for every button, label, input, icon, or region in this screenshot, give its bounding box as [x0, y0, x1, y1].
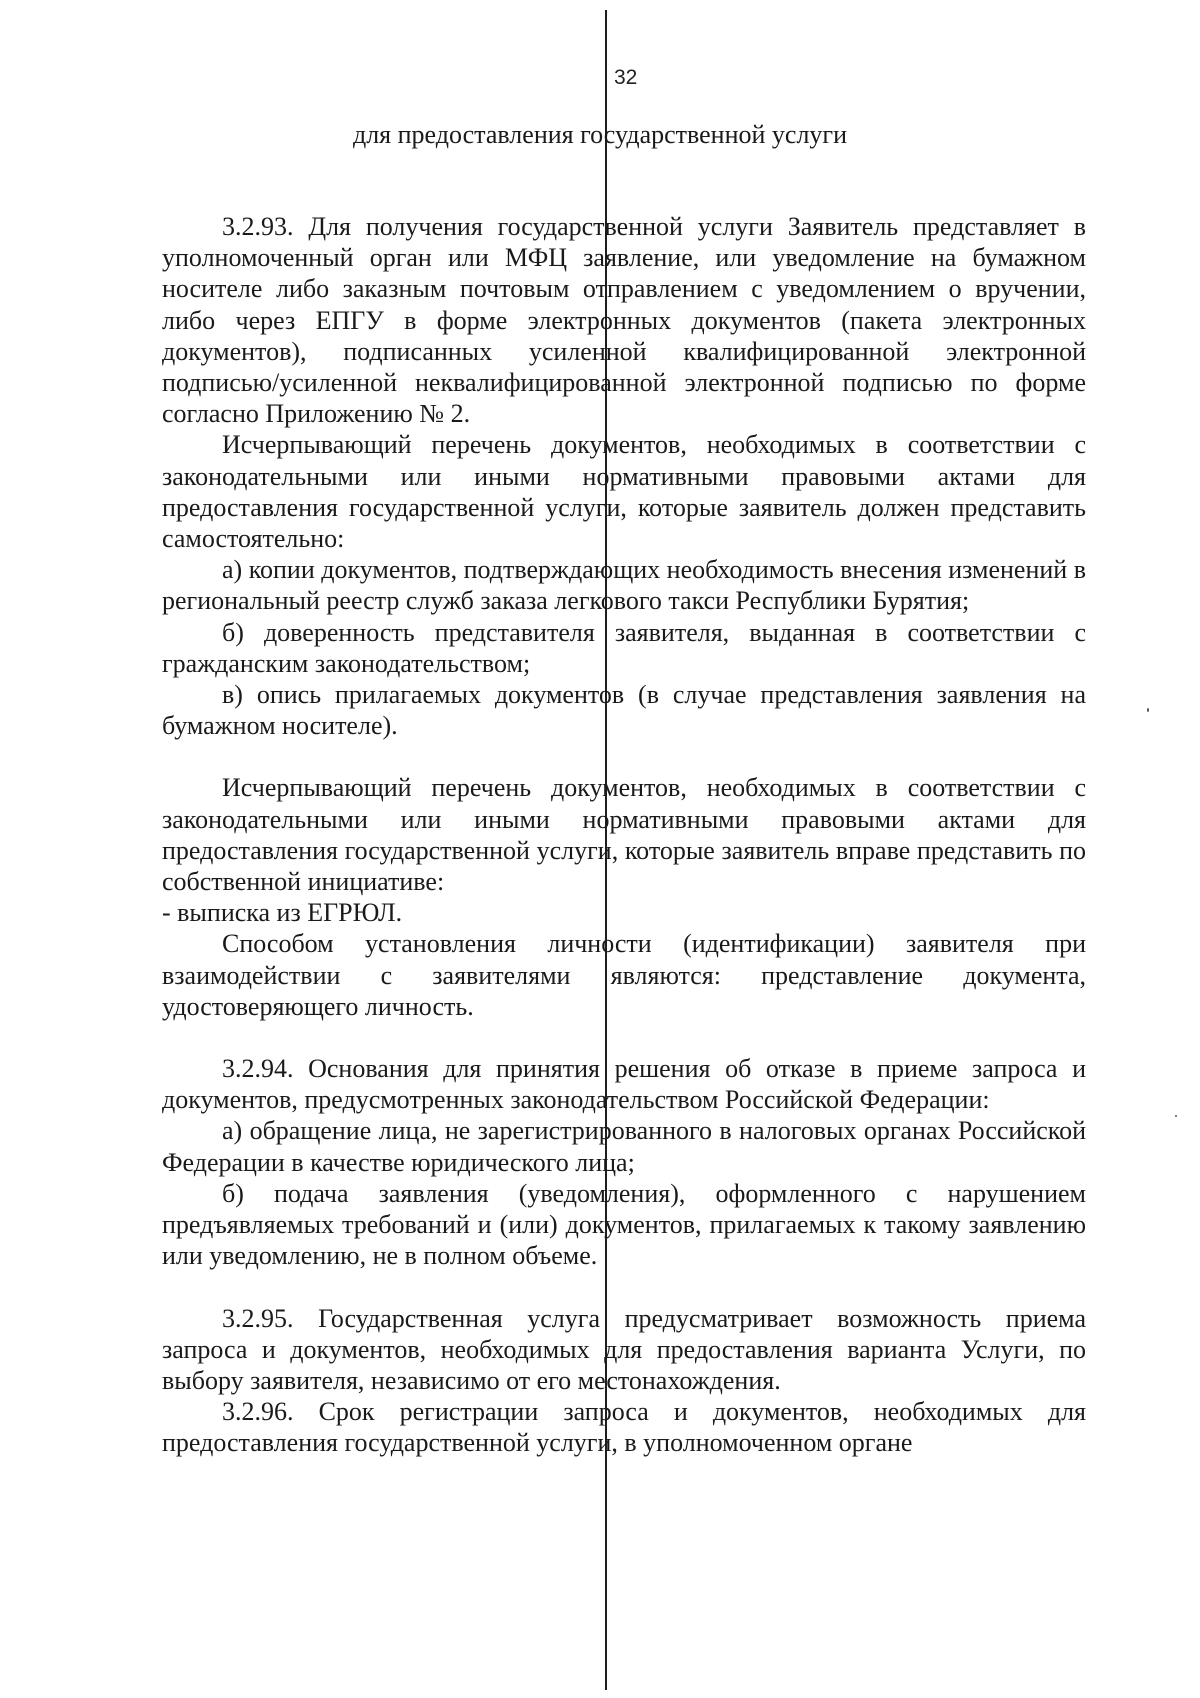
paragraph-3-2-95: 3.2.95. Государственная услуга предусматривает возможность приема запроса и документов, необходимых для предоставления варианта Услуги, по выбору заявителя, независимо от его местонахождения. [162, 1303, 1086, 1395]
paragraph-3-2-93: 3.2.93. Для получения государственной услуги Заявитель представляет в уполномоченный орган или МФЦ заявление, или уведомление на бумажном носителе либо заказным почтовым отправлением с уведомлением о вручении, либо через ЕПГУ в форме электронных документов (пакета электронных документов), подписанных усиленной квалифицированной электронной подписью/усиленной неквалифицированной электронной подписью по форме согласно Приложению № 2. [162, 212, 1086, 429]
list-item-egrul: - выписка из ЕГРЮЛ. [162, 898, 403, 928]
paragraph-3-2-94: 3.2.94. Основания для принятия решения об отказе в приеме запроса и документов, предусмотренных законодательством Российской Федерации: [162, 1054, 1086, 1115]
page-number: 32 [614, 66, 638, 89]
list-item-b: б) доверенность представителя заявителя, выданная в соответствии с гражданским законодательством; [162, 617, 1086, 678]
section-heading: для предоставления государственной услуги [352, 120, 848, 149]
paragraph-gap [162, 741, 1086, 772]
refusal-item-b: б) подача заявления (уведомления), оформленного с нарушением предъявляемых требований и (или) документов, прилагаемых к такому заявлению или уведомлению, не в полном объеме. [162, 1178, 1086, 1271]
scan-speck [1175, 1115, 1177, 1117]
list-item-v: в) опись прилагаемых документов (в случае представления заявления на бумажном носителе). [162, 680, 1086, 741]
paragraph-optional-docs-intro: Исчерпывающий перечень документов, необходимых в соответствии с законодательными или иными нормативными правовыми актами для предоставления государственной услуги, которые заявитель вправе представить по собственной инициативе: [162, 773, 1086, 897]
refusal-item-a: а) обращение лица, не зарегистрированного в налоговых органах Российской Федерации в качестве юридического лица; [162, 1116, 1086, 1177]
document-body [162, 211, 1086, 1459]
scan-speck [1147, 708, 1149, 712]
paragraph-gap [162, 1272, 1086, 1303]
paragraph-3-2-96: 3.2.96. Срок регистрации запроса и документов, необходимых для предоставления государственной услуги, в уполномоченном органе [162, 1397, 1086, 1458]
paragraph-required-docs-intro: Исчерпывающий перечень документов, необходимых в соответствии с законодательными или иными нормативными правовыми актами для предоставления государственной услуги, которые заявитель должен представить самостоятельно: [162, 430, 1086, 554]
paragraph-gap [162, 1022, 1086, 1053]
paragraph-identification: Способом установления личности (идентификации) заявителя при взаимодействии с заявителями являются: представление документа, удостоверяющего личность. [162, 929, 1086, 1021]
list-item-a: а) копии документов, подтверждающих необходимость внесения изменений в региональный реестр служб заказа легкового такси Республики Бурятия; [162, 555, 1086, 616]
